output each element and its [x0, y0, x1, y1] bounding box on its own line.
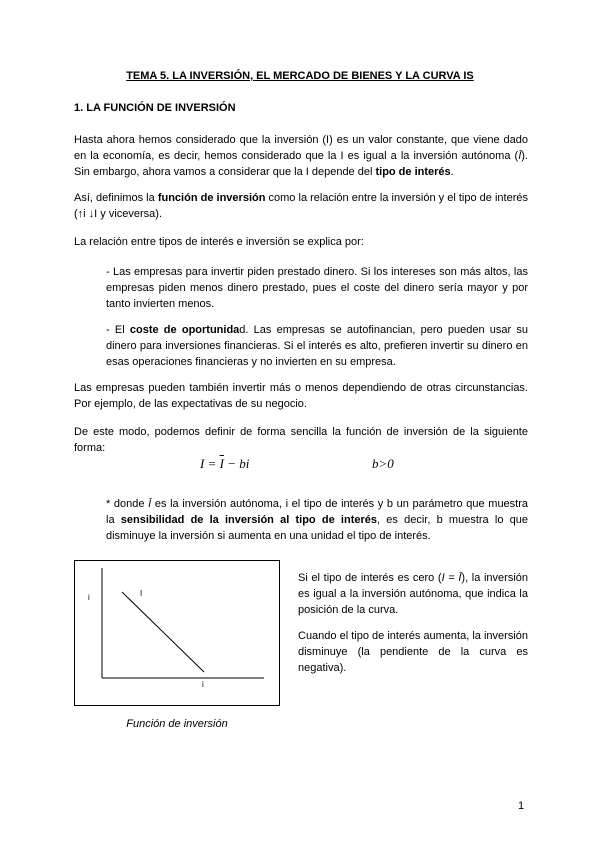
bullet-borrowing: - Las empresas para invertir piden prestado dinero. Si los intereses son más altos, las empresas piden menos dinero prestado, pues el coste del dinero sería mayor y por tanto invierten menos.: [106, 266, 528, 310]
bullet-opportunity-cost: - El coste de oportunidad. Las empresas se autofinancian, pero pueden usar su dinero para inversiones financieras. Si el interés es alto, prefieren invertir su dinero en esas operaciones financieras y no invierten en su empresa.: [106, 324, 528, 368]
investment-curve: [122, 592, 204, 672]
section-heading: 1. LA FUNCIÓN DE INVERSIÓN: [74, 102, 236, 114]
paragraph-other-factors: Las empresas pueden también invertir más o menos dependiendo de otras circunstancias. Por ejemplo, de las expectativas de su negocio.: [74, 382, 528, 410]
page-number: 1: [518, 800, 525, 812]
investment-formula: $I = \overline{I}$ − bi: [200, 456, 250, 471]
paragraph-relation: La relación entre tipos de interés e inversión se explica por:: [74, 236, 364, 248]
side-paragraph-slope: Cuando el tipo de interés aumenta, la inversión disminuye (la pendiente de la curva es negativa).: [298, 630, 528, 674]
graph-curve-label: I: [140, 589, 143, 598]
side-paragraph-zero-interest: Si el tipo de interés es cero (I = Ī), la inversión es igual a la inversión autónoma, que indica la posición de la curva.: [298, 572, 529, 616]
graph-y-axis-label: i: [88, 593, 90, 602]
graph-frame: [75, 561, 280, 706]
paragraph-definition: Así, definimos la función de inversión como la relación entre la inversión y el tipo de interés (↑i ↓I y viceversa).: [74, 192, 528, 220]
paragraph-function-intro: De este modo, podemos definir de forma sencilla la función de inversión de la siguiente forma:: [74, 426, 528, 454]
formula-explanation: * donde Ī es la inversión autónoma, i el tipo de interés y b un parámetro que muestra la sensibilidad de la inversión al tipo de interés, es decir, b muestra lo que disminuye la inversión si aumenta en una unidad el tipo de interés.: [106, 498, 529, 542]
formula-condition: b>0: [372, 456, 394, 471]
graph-x-axis-label: i: [202, 680, 204, 689]
autonomous-investment-symbol: Ī: [518, 150, 522, 162]
document-title: TEMA 5. LA INVERSIÓN, EL MERCADO DE BIENES Y LA CURVA IS: [126, 70, 474, 82]
paragraph-intro: Hasta ahora hemos considerado que la inversión (I) es un valor constante, que viene dado en la economía, es decir, hemos considerado que la I es igual a la inversión autónoma (Ī). Sin embargo, ahora vamos a considerar que la I depende del tipo de interés.: [74, 134, 528, 178]
graph-caption: Función de inversión: [126, 718, 228, 730]
investment-function-graph: [74, 560, 280, 706]
